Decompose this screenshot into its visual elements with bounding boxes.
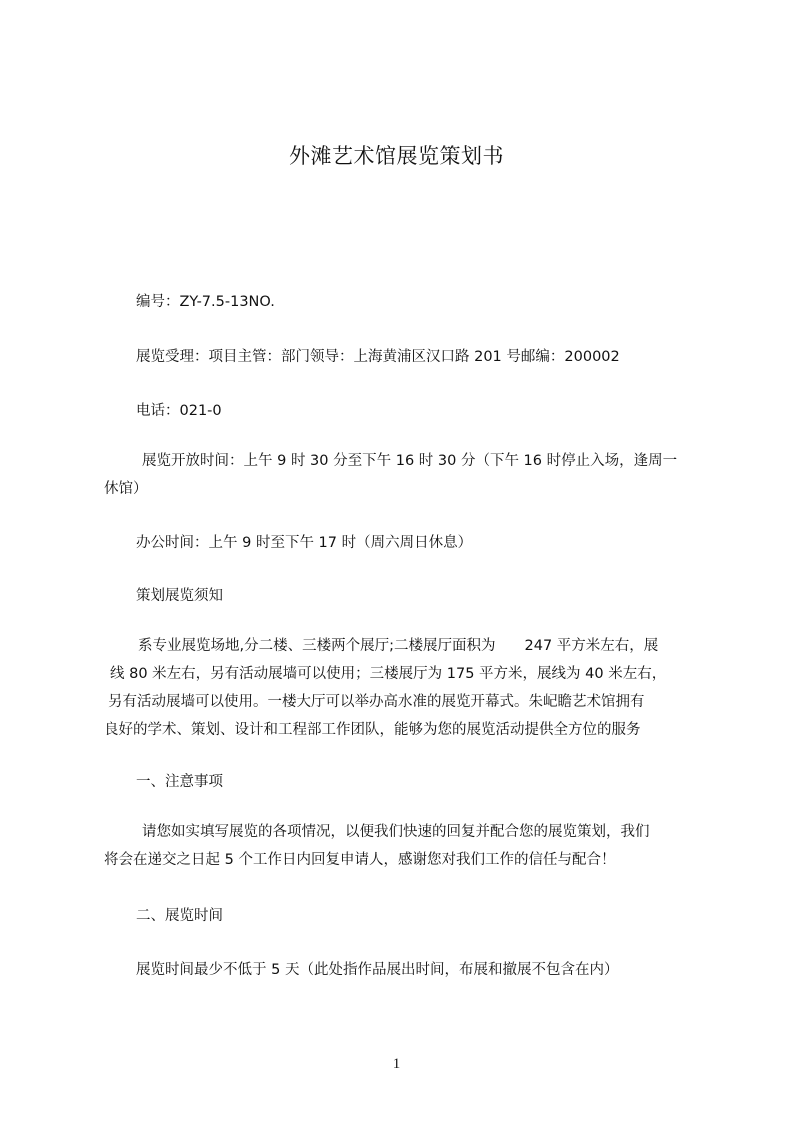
section-2-text: 展览时间最少不低于 5 天（此处指作品展出时间，布展和撤展不包含在内） [136, 962, 619, 978]
page-number: 1 [392, 1056, 401, 1072]
section-1-paragraph-row: 请您如实填写展览的各项情况，以便我们快速的回复并配合您的展览策划，我们 [142, 824, 650, 840]
venue-paragraph-row: 另有活动展墙可以使用。一楼大厅可以举办高水准的展览开幕式。朱屺瞻艺术馆拥有 [108, 694, 645, 710]
opening-hours-row: 展览开放时间：上午 9 时 30 分至下午 16 时 30 分（下午 16 时停止入场，逢周一 [142, 453, 678, 469]
venue-paragraph-row: 良好的学术、策划、设计和工程部工作团队，能够为您的展览活动提供全方位的服务 [104, 722, 641, 738]
opening-hours-row: 休馆） [104, 481, 148, 497]
document-title: 外滩艺术馆展览策划书 [289, 144, 504, 168]
section-2-heading: 二、展览时间 [136, 908, 223, 924]
venue-paragraph-row: 线 80 米左右，另有活动展墙可以使用；三楼展厅为 175 平方米，展线为 40 米左右， [110, 666, 667, 682]
notice-heading: 策划展览须知 [136, 588, 223, 604]
venue-paragraph [104, 632, 704, 744]
section-1-paragraph-row: 将会在递交之日起 5 个工作日内回复申请人，感谢您对我们工作的信任与配合！ [104, 852, 616, 868]
opening-hours-paragraph [104, 447, 704, 503]
office-hours-line: 办公时间：上午 9 时至下午 17 时（周六周日休息） [136, 535, 473, 551]
phone-line: 电话：021-0 [136, 403, 222, 419]
section-1-paragraph [104, 818, 704, 874]
serial-number-line: 编号：ZY-7.5-13NO. [136, 294, 275, 310]
venue-paragraph-row: 系专业展览场地,分二楼、三楼两个展厅;二楼展厅面积为 247 平方米左右，展 [138, 638, 659, 654]
reception-address-line: 展览受理：项目主管：部门领导：上海黄浦区汉口路 201 号邮编：200002 [136, 349, 620, 365]
section-1-heading: 一、注意事项 [136, 774, 223, 790]
